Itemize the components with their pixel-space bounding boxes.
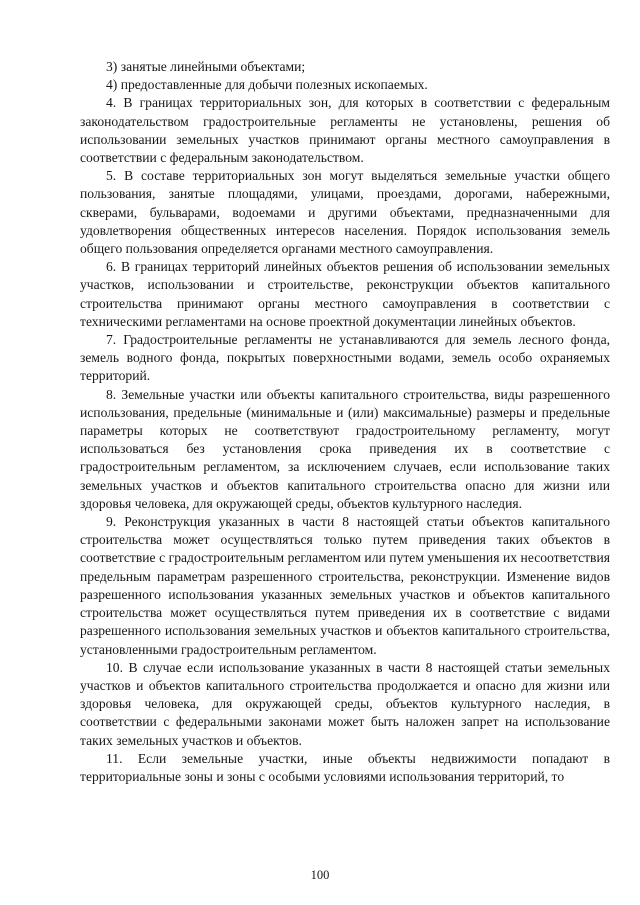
paragraph-8: 8. Земельные участки или объекты капитального строительства, виды разрешенного использования, предельные (минимальные и (или) максимальные) размеры и предельные параметры которых не соответствуют градостроительному регламенту, могут использоваться без установления срока приведения их в соответствие с градостроительным регламентом, за исключением случаев, если использование таких земельных участков и объектов капитального строительства опасно для жизни или здоровья человека, для окружающей среды, объектов культурного наследия. xyxy=(80,386,610,511)
list-item-3: 3) занятые линейными объектами; xyxy=(106,59,306,74)
page-number: 100 xyxy=(310,868,330,882)
paragraph-11: 11. Если земельные участки, иные объекты недвижимости попадают в территориальные зоны и зоны с особыми условиями использования территорий, то xyxy=(80,750,610,784)
paragraph-5: 5. В составе территориальных зон могут выделяться земельные участки общего пользования, занятые площадями, улицами, проездами, дорогами, набережными, скверами, бульварами, водоемами и другими объектами, предназначенными для удовлетворения общественных интересов населения. Порядок использования земель общего пользования определяется органами местного самоуправления. xyxy=(80,168,610,257)
document-page xyxy=(80,58,610,786)
paragraph-9: 9. Реконструкция указанных в части 8 настоящей статьи объектов капитального строительства может осуществляться только путем приведения таких объектов в соответствие с градостроительным регламентом или путем уменьшения их несоответствия предельным параметрам разрешенного строительства, реконструкции. Изменение видов разрешенного использования указанных земельных участков и объектов капитального строительства может осуществляться путем приведения их в соответствие с видами разрешенного использования земельных участков и объектов капитального строительства, установленными градостроительным регламентом. xyxy=(80,514,610,657)
list-item-4: 4) предоставленные для добычи полезных ископаемых. xyxy=(106,77,428,93)
paragraph-7: 7. Градостроительные регламенты не устанавливаются для земель лесного фонда, земель водного фонда, покрытых поверхностными водами, земель особо охраняемых территорий. xyxy=(80,332,610,384)
paragraph-10: 10. В случае если использование указанных в части 8 настоящей статьи земельных участков и объектов капитального строительства продолжается и опасно для жизни или здоровья человека, для окружающей среды, объектов культурного наследия, в соответствии с федеральными законами может быть наложен запрет на использование таких земельных участков и объектов. xyxy=(80,659,610,748)
paragraph-6: 6. В границах территорий линейных объектов решения об использовании земельных участков, использовании и строительстве, реконструкции объектов капитального строительства принимают органы местного самоуправления в соответствии с техническими регламентами на основе проектной документации линейных объектов. xyxy=(80,259,610,329)
paragraph-4: 4. В границах территориальных зон, для которых в соответствии с федеральным законодательством градостроительные регламенты не установлены, решения об использовании земельных участков принимают органы местного самоуправления в соответствии с федеральным законодательством. xyxy=(80,95,610,166)
